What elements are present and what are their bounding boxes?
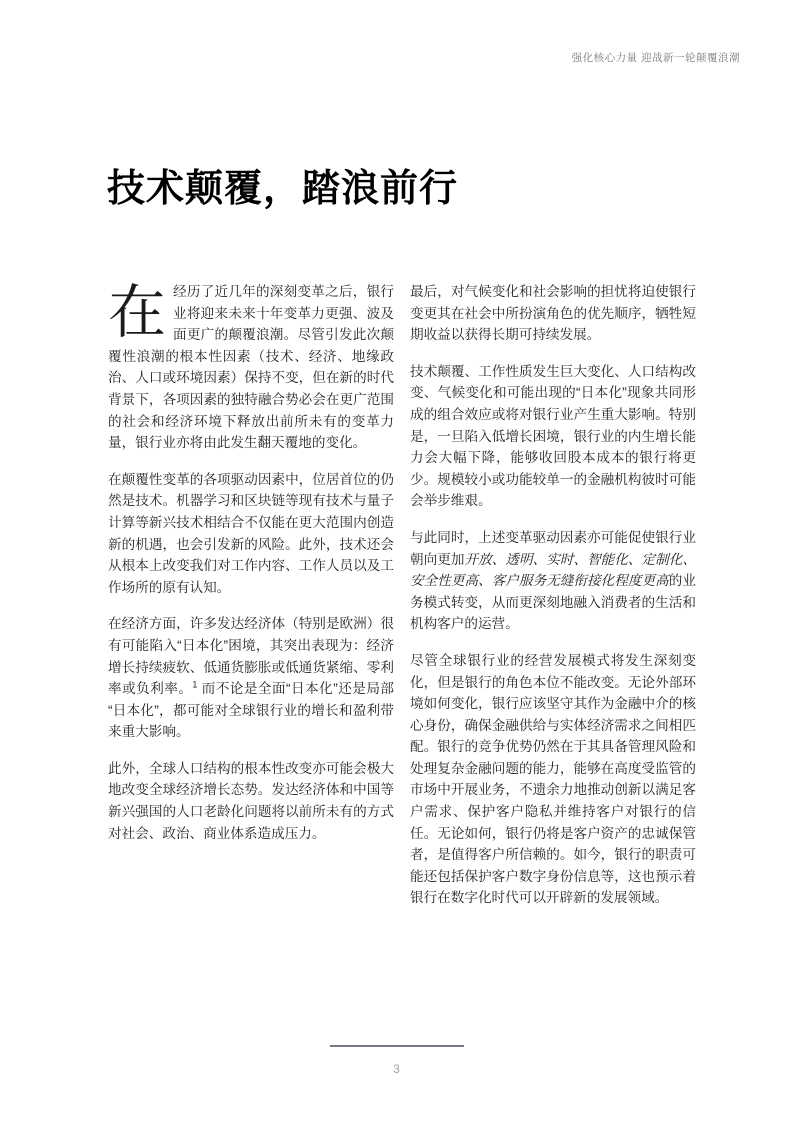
paragraph — [410, 361, 696, 512]
paragraph — [410, 281, 696, 346]
running-header: 强化核心力量 迎战新一轮颠覆浪潮 — [571, 52, 740, 64]
body-columns — [108, 281, 696, 909]
drop-cap: 在 — [108, 280, 167, 345]
paragraph-text: 经历了近几年的深刻变革之后，银行业将迎来未来十年变革力更强、波及面更广的颠覆浪潮。尽管引发此次颠覆性浪潮的根本性因素（技术、经济、地缘政治、人口或环境因素）保持不变，但在新的时代背景下，各项因素的独特融合势必会在更广范围的社会和经济环境下释放出前所未有的变革力量，银行业亦将由此发生翻天覆地的变化。 — [108, 284, 394, 451]
footer-divider — [330, 1045, 464, 1047]
paragraph — [108, 469, 394, 599]
paragraph-text: 在颠覆性变革的各项驱动因素中，位居首位的仍然是技术。机器学习和区块链等现有技术与量子计算等新兴技术相结合不仅能在更大范围内创造新的机遇，也会引发新的风险。此外，技术还会从根本上改变我们对工作内容、工作人员以及工作场所的原有认知。 — [108, 471, 394, 595]
paragraph-text: 最后，对气候变化和社会影响的担忧将迫使银行变更其在社会中所扮演角色的优先顺序，牺牲短期收益以获得长期可持续发展。 — [410, 284, 696, 343]
paragraph-text: 的业务模式转变，从而更深刻地融入消费者的生活和机构客户的运营。 — [410, 573, 697, 632]
paragraph — [108, 281, 394, 454]
paragraph-text: 技术颠覆、工作性质发生巨大变化、人口结构改变、气候变化和可能出现的“日本化”现象共同形成的组合效应或将对银行业产生重大影响。特别是，一旦陷入低增长困境，银行业的内生增长能力会大幅下降，能够收回股本成本的银行将更少。规模较小或功能较单一的金融机构彼时可能会举步维艰。 — [410, 363, 696, 509]
footnote-reference: 1 — [192, 679, 198, 690]
paragraph-text: 此外，全球人口结构的根本性改变亦可能会极大地改变全球经济增长态势。发达经济体和中国等新兴强国的人口老龄化问题将以前所未有的方式对社会、政治、商业体系造成压力。 — [108, 760, 394, 841]
paragraph-text: 而不论是全面“日本化”还是局部“日本化”，都可能对全球银行业的增长和盈利带来重大影响。 — [108, 681, 394, 740]
page-title: 技术颠覆，踏浪前行 — [107, 168, 459, 211]
paragraph-text: 在经济方面，许多发达经济体（特别是欧洲）很有可能陷入“日本化”困境，其突出表现为：经济增长持续疲软、低通货膨胀或低通货紧缩、零利率或负利率。 — [108, 616, 394, 697]
paragraph — [410, 527, 696, 635]
paragraph-text: 与此同时，上述变革驱动因素亦可能促使银行业朝向更加 — [410, 529, 696, 567]
paragraph-text: 尽管全球银行业的经营发展模式将发生深刻变化，但是银行的角色本位不能改变。无论外部环境如何变化，银行应该坚守其作为金融中介的核心身份，确保金融供给与实体经济需求之间相匹配。银行的竞争优势仍然在于其具备管理风险和处理复杂金融问题的能力，能够在高度受监管的市场中开展业务，不遗余力地推动创新以满足客户需求、保护客户隐私并维持客户对银行的信任。无论如何，银行仍将是客户资产的忠诚保管者，是值得客户所信赖的。如今，银行的职责可能还包括保护客户数字身份信息等，这也预示着银行在数字化时代可以开辟新的发展领域。 — [410, 652, 696, 906]
paragraph — [410, 650, 696, 909]
paragraph — [108, 758, 394, 844]
right-column — [410, 281, 696, 909]
paragraph — [108, 613, 394, 743]
page-number: 3 — [393, 1062, 400, 1076]
left-column — [108, 281, 394, 844]
emphasized-text: 开放、透明、实时、智能化、定制化、安全性更高、客户服务无缝衔接化程度更高 — [410, 551, 697, 589]
